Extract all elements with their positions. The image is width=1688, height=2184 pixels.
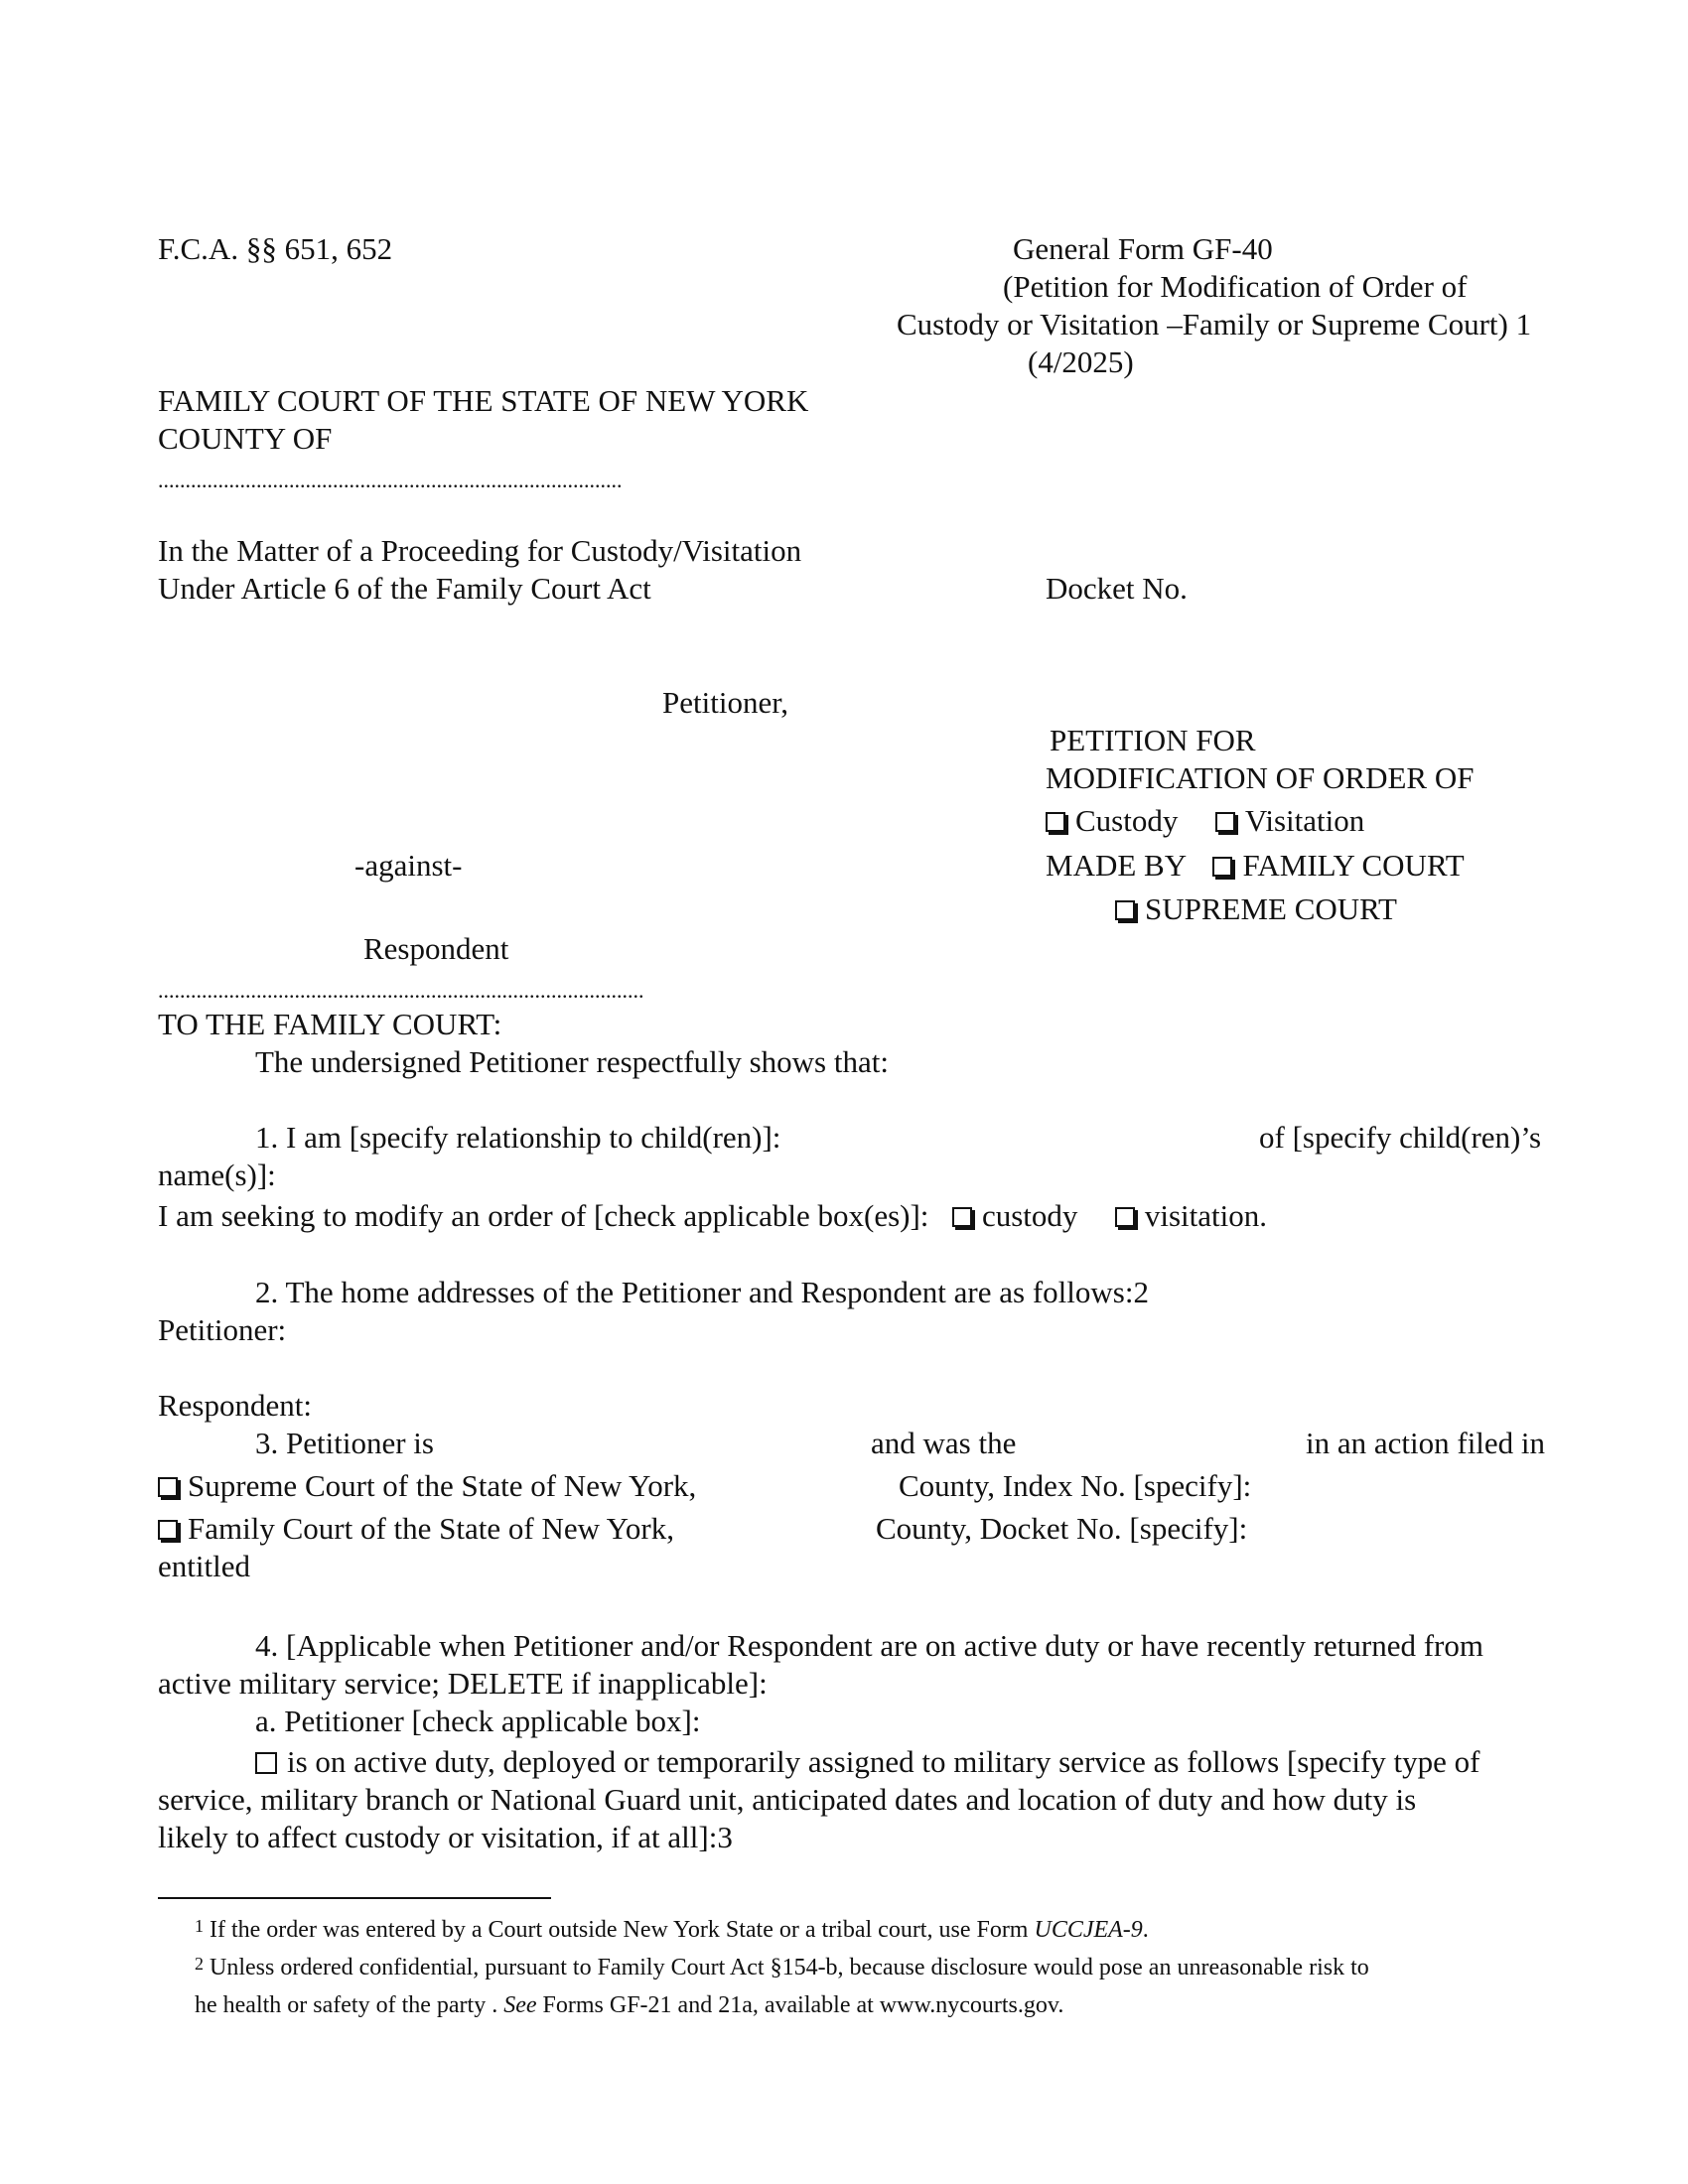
- paragraph4-petitioner-check: a. Petitioner [check applicable box]:: [255, 1704, 701, 1738]
- footnote-1-form: UCCJEA-9: [1034, 1917, 1143, 1943]
- paragraph1-names: name(s)]:: [158, 1158, 276, 1192]
- respondent-address-label: Respondent:: [158, 1388, 312, 1423]
- matter-line1: In the Matter of a Proceeding for Custody/Visitation: [158, 533, 802, 568]
- footnote-2: [195, 1952, 1369, 1983]
- supreme-court-option-row: [158, 1467, 696, 1505]
- form-number: General Form GF-40: [1013, 231, 1273, 266]
- supreme-court-row: [1115, 890, 1397, 928]
- form-revision-date: (4/2025): [1028, 344, 1134, 379]
- statute-reference: F.C.A. §§ 651, 652: [158, 231, 393, 266]
- modify-custody-checkbox[interactable]: [952, 1207, 972, 1227]
- modify-custody-label: custody: [981, 1198, 1078, 1233]
- active-duty-checkbox[interactable]: [255, 1752, 277, 1774]
- intro-statement: The undersigned Petitioner respectfully shows that:: [255, 1044, 889, 1079]
- supreme-court-checkbox[interactable]: [1115, 900, 1135, 920]
- made-by-label: MADE BY: [1046, 848, 1186, 883]
- court-name: FAMILY COURT OF THE STATE OF NEW YORK: [158, 383, 809, 418]
- footnote-1-text: If the order was entered by a Court outside New York State or a tribal court, use Form: [210, 1917, 1029, 1943]
- footnote-2-line1: Unless ordered confidential, pursuant to Family Court Act §154-b, because disclosure would pose an unreasonable risk to: [210, 1955, 1369, 1980]
- family-court-filing-label: Family Court of the State of New York,: [188, 1511, 674, 1546]
- supreme-court-filing-label: Supreme Court of the State of New York,: [188, 1468, 697, 1503]
- entitled-label: entitled: [158, 1549, 250, 1583]
- family-court-option-row: [158, 1510, 674, 1548]
- paragraph3-action-filed: in an action filed in: [1306, 1426, 1546, 1460]
- form-title-line1: (Petition for Modification of Order of: [1003, 269, 1468, 304]
- caption-divider-line: .........................................................................................: [158, 980, 644, 1002]
- made-by-row: [1046, 847, 1465, 885]
- county-label: COUNTY OF: [158, 421, 333, 456]
- docket-label: Docket No.: [1046, 571, 1188, 606]
- family-court-checkbox[interactable]: [1212, 857, 1232, 877]
- petition-title-line2: MODIFICATION OF ORDER OF: [1046, 760, 1475, 795]
- modify-visitation-checkbox[interactable]: [1115, 1207, 1135, 1227]
- paragraph4-line1: 4. [Applicable when Petitioner and/or Respondent are on active duty or have recently returned from: [255, 1628, 1483, 1663]
- footnote-1-number: 1: [195, 1916, 204, 1936]
- respondent-label: Respondent: [363, 931, 509, 966]
- county-fill-line[interactable]: .....................................................................................: [158, 470, 623, 491]
- paragraph4-line5: service, military branch or National Guard unit, anticipated dates and location of duty and how duty is: [158, 1782, 1417, 1817]
- family-court-option-label: FAMILY COURT: [1242, 848, 1465, 883]
- form-title-line2: Custody or Visitation –Family or Supreme Court) 1: [897, 307, 1532, 341]
- custody-option-label: Custody: [1075, 803, 1179, 838]
- visitation-checkbox[interactable]: [1215, 812, 1235, 832]
- paragraph4-line6: likely to affect custody or visitation, if at all]:3: [158, 1820, 733, 1854]
- footnote-1: [195, 1914, 1149, 1946]
- docket-number-label: County, Docket No. [specify]:: [876, 1511, 1248, 1546]
- paragraph4-line2: active military service; DELETE if inapplicable]:: [158, 1666, 768, 1701]
- petitioner-label: Petitioner,: [662, 685, 789, 720]
- modify-visitation-label: visitation.: [1144, 1198, 1268, 1233]
- order-type-options: [1046, 802, 1364, 840]
- footnote-1-end: .: [1142, 1917, 1149, 1943]
- footnote-2-see: See: [503, 1992, 537, 2018]
- footnote-2-number: 2: [195, 1954, 204, 1974]
- visitation-option-label: Visitation: [1244, 803, 1365, 838]
- active-duty-row: [255, 1743, 1480, 1781]
- paragraph3-petitioner-is: 3. Petitioner is: [255, 1426, 434, 1460]
- supreme-court-filing-checkbox[interactable]: [158, 1477, 178, 1497]
- against-label: -against-: [354, 848, 463, 883]
- active-duty-label: is on active duty, deployed or temporarily assigned to military service as follows [specify type of: [287, 1744, 1480, 1779]
- to-court-heading: TO THE FAMILY COURT:: [158, 1007, 502, 1041]
- paragraph1-relationship: 1. I am [specify relationship to child(ren)]:: [255, 1120, 781, 1155]
- supreme-court-option-label: SUPREME COURT: [1145, 891, 1397, 926]
- paragraph1-modify-row: [158, 1197, 1267, 1235]
- footnote-2-continued: [195, 1989, 1063, 2021]
- footnote-2-line2b: Forms GF-21 and 21a, available at www.nycourts.gov.: [542, 1992, 1064, 2018]
- index-number-label: County, Index No. [specify]:: [899, 1468, 1252, 1503]
- custody-checkbox[interactable]: [1046, 812, 1065, 832]
- family-court-filing-checkbox[interactable]: [158, 1520, 178, 1540]
- matter-line2: Under Article 6 of the Family Court Act: [158, 571, 651, 606]
- paragraph1-children-label: of [specify child(ren)’s: [1259, 1120, 1542, 1155]
- footnote-2-line2a: he health or safety of the party .: [195, 1992, 498, 2018]
- petition-title-line1: PETITION FOR: [1050, 723, 1256, 757]
- footnote-separator: [158, 1897, 551, 1899]
- petitioner-address-label: Petitioner:: [158, 1312, 287, 1347]
- paragraph1-modify-label: I am seeking to modify an order of [check applicable box(es)]:: [158, 1198, 929, 1233]
- paragraph2-addresses: 2. The home addresses of the Petitioner and Respondent are as follows:2: [255, 1275, 1149, 1309]
- paragraph3-was-the: and was the: [871, 1426, 1017, 1460]
